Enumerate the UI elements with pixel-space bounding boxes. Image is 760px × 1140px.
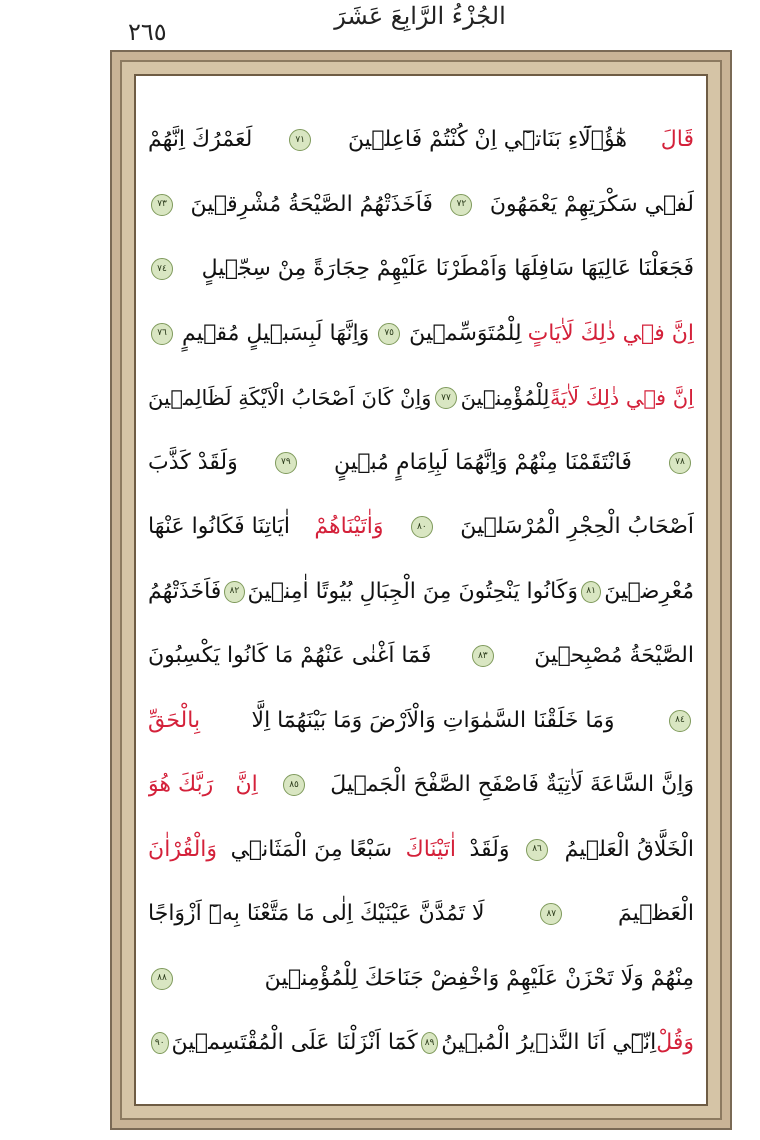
highlighted-text: قَالَ (660, 127, 694, 152)
ayah-number-marker: ٨٦ (526, 839, 548, 861)
verse-line-8 (148, 560, 694, 625)
verse-text: فَانْتَقَمْنَا مِنْهُمْ وَاِنَّهُمَا لَبِاِمَامٍ مُب۪ينٍ (333, 449, 632, 475)
highlighted-text: اِنَّ ف۪ي ذٰلِكَ لَاٰيَاتٍ (527, 320, 694, 346)
verse-line-6 (148, 431, 694, 496)
verse-line-3 (148, 237, 694, 302)
highlighted-text: رَبَّكَ هُوَ (148, 772, 214, 797)
verse-line-1 (148, 108, 694, 173)
verse-text: وَلَقَدْ كَذَّبَ (148, 449, 238, 475)
quran-text-body (148, 108, 694, 1098)
verse-line-10 (148, 689, 694, 754)
verse-line-9 (148, 624, 694, 689)
verse-text: فَمَٓا اَغْنٰى عَنْهُمْ مَا كَانُوا يَكْسِبُونَ (148, 643, 432, 668)
ayah-number-marker: ٩٠ (151, 1032, 168, 1054)
verse-text: فَاَخَذَتْهُمُ الصَّيْحَةُ مُشْرِق۪ينَ (190, 191, 433, 217)
verse-text: وَاِنْ كَانَ اَصْحَابُ الْاَيْكَةِ لَظَالِم۪ينَ (148, 386, 432, 410)
verse-text: مِنْهُمْ وَلَا تَحْزَنْ عَلَيْهِمْ وَاخْفِضْ جَنَاحَكَ لِلْمُؤْمِن۪ينَ (264, 965, 694, 991)
verse-text: لَا تَمُدَّنَّ عَيْنَيْكَ اِلٰى مَا مَتَّعْنَا بِه۪ٓ اَزْوَاجًا (148, 901, 485, 926)
verse-line-13 (148, 882, 694, 947)
highlighted-text: بِالْحَقِّ (148, 707, 201, 733)
verse-text: اٰيَاتِنَا فَكَانُوا عَنْهَا (148, 514, 290, 539)
verse-text: اَصْحَابُ الْحِجْرِ الْمُرْسَل۪ينَ (460, 514, 694, 539)
highlighted-text: وَالْقُرْاٰنَ (148, 836, 218, 862)
ayah-number-marker: ٧٤ (151, 258, 173, 280)
verse-line-5 (148, 366, 694, 431)
ayah-number-marker: ٨٧ (540, 903, 562, 925)
highlighted-text: اِنَّ (235, 772, 258, 797)
verse-line-14 (148, 947, 694, 1012)
verse-line-15 (148, 1011, 694, 1076)
verse-text: فَجَعَلْنَا عَالِيَهَا سَافِلَهَا وَاَمْطَرْنَا عَلَيْهِمْ حِجَارَةً مِنْ سِجّ۪يلٍ (201, 256, 694, 281)
verse-line-11 (148, 753, 694, 818)
highlighted-text: وَاٰتَيْنَاهُمْ (314, 514, 384, 539)
page-header (0, 0, 760, 50)
verse-text: وَاِنَّهَا لَبِسَب۪يلٍ مُق۪يمٍ (182, 320, 370, 346)
verse-line-12 (148, 818, 694, 883)
ayah-number-marker: ٧٢ (450, 194, 472, 216)
ayah-number-marker: ٧٧ (435, 387, 457, 409)
verse-text: وَلَقَدْ (469, 836, 510, 862)
ayah-number-marker: ٨٥ (283, 774, 305, 796)
verse-line-7 (148, 495, 694, 560)
verse-text: هٰٓؤُ۬لَٓاءِ بَنَاتٖٓي اِنْ كُنْتُمْ فَاعِل۪ينَ (347, 127, 627, 152)
ayah-number-marker: ٨٨ (151, 968, 173, 990)
ayah-number-marker: ٧٦ (151, 323, 173, 345)
verse-text: لَعَمْرُكَ اِنَّهُمْ (148, 127, 253, 152)
verse-text: الصَّيْحَةُ مُصْبِح۪ينَ (534, 643, 694, 668)
verse-text: الْخَلَّاقُ الْعَل۪يمُ (564, 836, 694, 862)
verse-text: فَاَخَذَتْهُمُ (148, 578, 222, 604)
verse-text: الْعَظ۪يمَ (618, 901, 694, 926)
ayah-number-marker: ٨٢ (224, 581, 244, 603)
highlighted-text: اِنَّ ف۪ي ذٰلِكَ لَاٰيَةً (550, 386, 694, 410)
verse-text: وَمَا خَلَقْنَا السَّمٰوَاتِ وَالْاَرْضَ وَمَا بَيْنَهُمَٓا اِلَّا (251, 707, 615, 733)
page-number: ٢٦٥ (128, 18, 167, 46)
verse-text: لَف۪ي سَكْرَتِهِمْ يَعْمَهُونَ (489, 191, 694, 217)
verse-line-4 (148, 302, 694, 367)
ayah-number-marker: ٧١ (289, 129, 311, 151)
ayah-number-marker: ٧٣ (151, 194, 173, 216)
highlighted-text: اٰتَيْنَاكَ (405, 836, 456, 862)
verse-text: لِلْمُؤْمِن۪ينَ (460, 386, 550, 410)
juz-title: الجُزْءُ الرَّابِعَ عَشَرَ (334, 2, 506, 30)
verse-text: سَبْعًا مِنَ الْمَثَان۪ي (230, 836, 393, 862)
ayah-number-marker: ٨٩ (421, 1032, 438, 1054)
ayah-number-marker: ٨٣ (472, 645, 494, 667)
verse-line-2 (148, 173, 694, 238)
verse-text: اِنّ۪ٓي اَنَا النَّذ۪يرُ الْمُب۪ينُ (441, 1030, 657, 1055)
ayah-number-marker: ٨٤ (669, 710, 691, 732)
verse-text: وَكَانُوا يَنْحِتُونَ مِنَ الْجِبَالِ بُيُوتًا اٰمِن۪ينَ (247, 578, 578, 604)
verse-text: كَمَٓا اَنْزَلْنَا عَلَى الْمُقْتَسِم۪ينَ (171, 1030, 418, 1055)
verse-text: لِلْمُتَوَسِّم۪ينَ (409, 320, 522, 346)
ayah-number-marker: ٨٠ (411, 516, 433, 538)
ayah-number-marker: ٨١ (581, 581, 601, 603)
highlighted-text: وَقُلْ (656, 1030, 694, 1055)
ayah-number-marker: ٧٨ (669, 452, 691, 474)
verse-text: وَاِنَّ السَّاعَةَ لَاٰتِيَةٌ فَاصْفَحِ الصَّفْحَ الْجَم۪يلَ (330, 772, 694, 797)
ayah-number-marker: ٧٥ (378, 323, 400, 345)
verse-text: مُعْرِض۪ينَ (604, 578, 694, 604)
ayah-number-marker: ٧٩ (275, 452, 297, 474)
